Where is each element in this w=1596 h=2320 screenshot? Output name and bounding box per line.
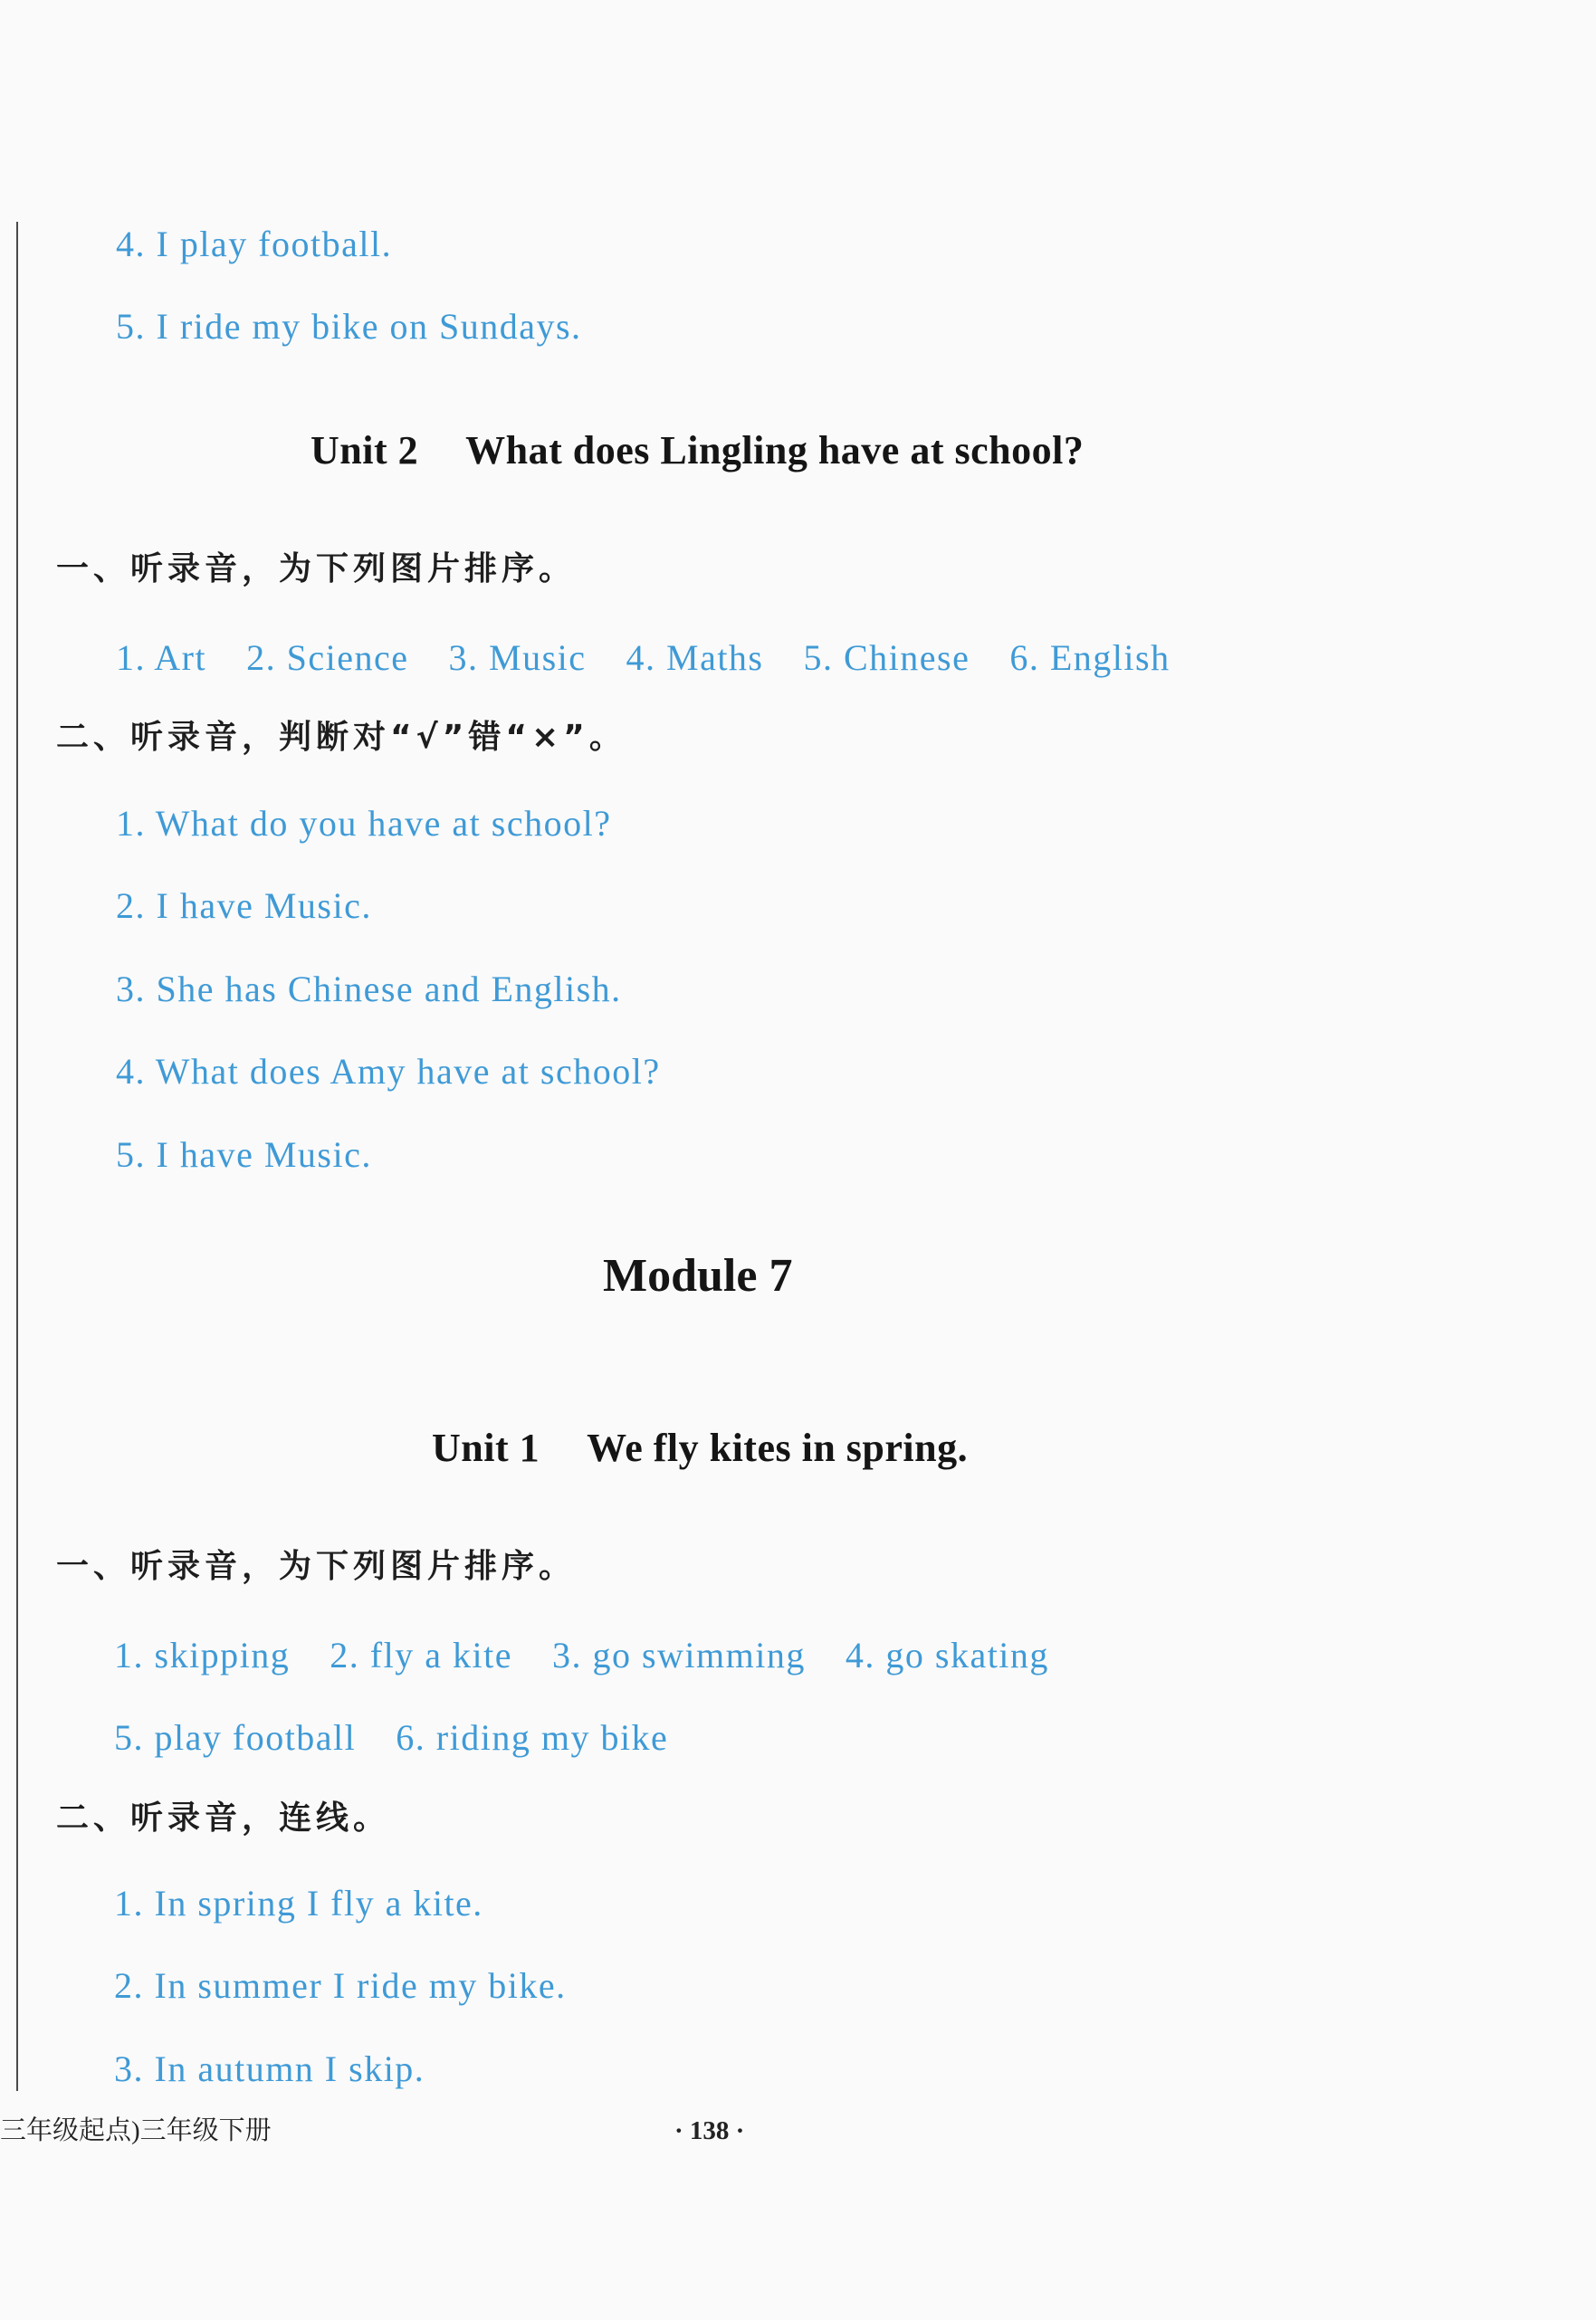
section-heading: 一、听录音，为下列图片排序。 [56, 550, 577, 587]
section-heading: 二、听录音，判断对“√”错“×”。 [56, 719, 626, 756]
unit-1-title [432, 1428, 968, 1468]
answer-item: 3. Music [448, 637, 587, 678]
answer-item: 4. go skating [845, 1635, 1049, 1676]
answer-line: 5. I ride my bike on Sundays. [116, 306, 582, 347]
page-number: · 138 · [674, 2116, 745, 2145]
footer-book-label: 三年级起点)三年级下册 [0, 2116, 272, 2145]
answer-item: 5. Chinese [803, 637, 970, 678]
answer-line: 1. In spring I fly a kite. [114, 1883, 483, 1924]
answer-row [114, 1717, 669, 1758]
answer-item: 6. English [1009, 637, 1171, 678]
unit-title-text: What does Lingling have at school? [465, 428, 1085, 473]
answer-item: 1. skipping [114, 1635, 291, 1676]
module-title: Module 7 [603, 1250, 793, 1302]
answer-item: 5. play football [114, 1717, 357, 1758]
section-heading: 一、听录音，为下列图片排序。 [56, 1548, 577, 1585]
answer-item: 3. go swimming [551, 1635, 806, 1676]
answer-item: 2. Science [246, 637, 409, 678]
unit-label: Unit 1 [432, 1426, 540, 1470]
answer-line: 2. I have Music. [116, 885, 372, 926]
answer-item: 4. Maths [626, 637, 764, 678]
answer-line: 4. I play football. [116, 224, 393, 264]
answer-line: 3. In autumn I skip. [114, 2048, 425, 2089]
section-heading: 二、听录音，连线。 [56, 1800, 391, 1837]
unit-2-title [311, 428, 1085, 473]
answer-row [114, 1637, 1049, 1674]
answer-item: 6. riding my bike [396, 1717, 669, 1758]
answer-item: 1. Art [116, 637, 207, 678]
answer-line: 5. I have Music. [116, 1134, 372, 1175]
answer-line: 1. What do you have at school? [116, 803, 612, 844]
margin-rule [16, 222, 18, 2091]
answer-row [116, 637, 1171, 678]
answer-item: 2. fly a kite [330, 1635, 512, 1676]
answer-line: 2. In summer I ride my bike. [114, 1965, 567, 2006]
unit-title-text: We fly kites in spring. [587, 1426, 969, 1470]
answer-line: 3. She has Chinese and English. [116, 969, 622, 1009]
unit-label: Unit 2 [311, 428, 419, 473]
answer-line: 4. What does Amy have at school? [116, 1051, 661, 1092]
